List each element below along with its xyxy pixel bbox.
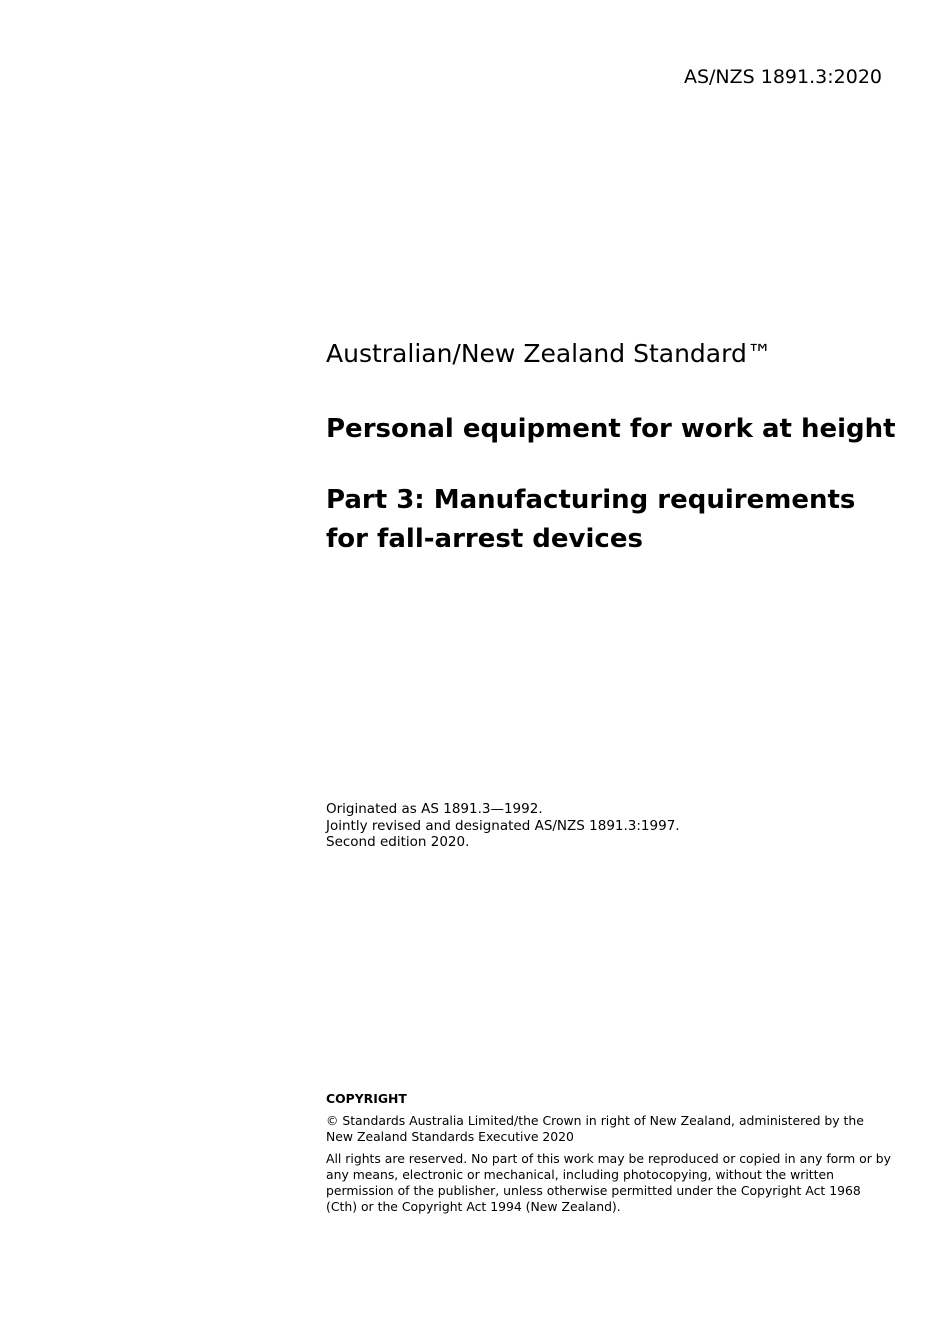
title-block [326,336,906,554]
history-line-originated: Originated as AS 1891.3—1992. [326,801,543,817]
part-title: Part 3: Manufacturing requirements for fall-arrest devices [326,485,856,554]
history-line-edition: Second edition 2020. [326,834,470,850]
standard-series-title: Australian/New Zealand Standard™ [326,339,772,368]
copyright-section [326,1091,891,1215]
rights-reserved-statement: All rights are reserved. No part of this work may be reproduced or copied in any form or by any means, electronic or mechanical, including photocopying, without the written permission of the publisher, unless otherwise permitted under the Copyright Act 1968 (Cth) or the Copyright Act 1994 (New Zealand). [326,1151,891,1214]
copyright-heading: COPYRIGHT [326,1091,407,1106]
history-line-revised: Jointly revised and designated AS/NZS 1891.3:1997. [326,817,680,834]
copyright-notice: © Standards Australia Limited/the Crown in right of New Zealand, administered by the New Zealand Standards Executive 2020 [326,1113,864,1144]
publication-history [326,801,680,851]
document-title: Personal equipment for work at height [326,414,896,444]
document-code: AS/NZS 1891.3:2020 [683,66,882,88]
